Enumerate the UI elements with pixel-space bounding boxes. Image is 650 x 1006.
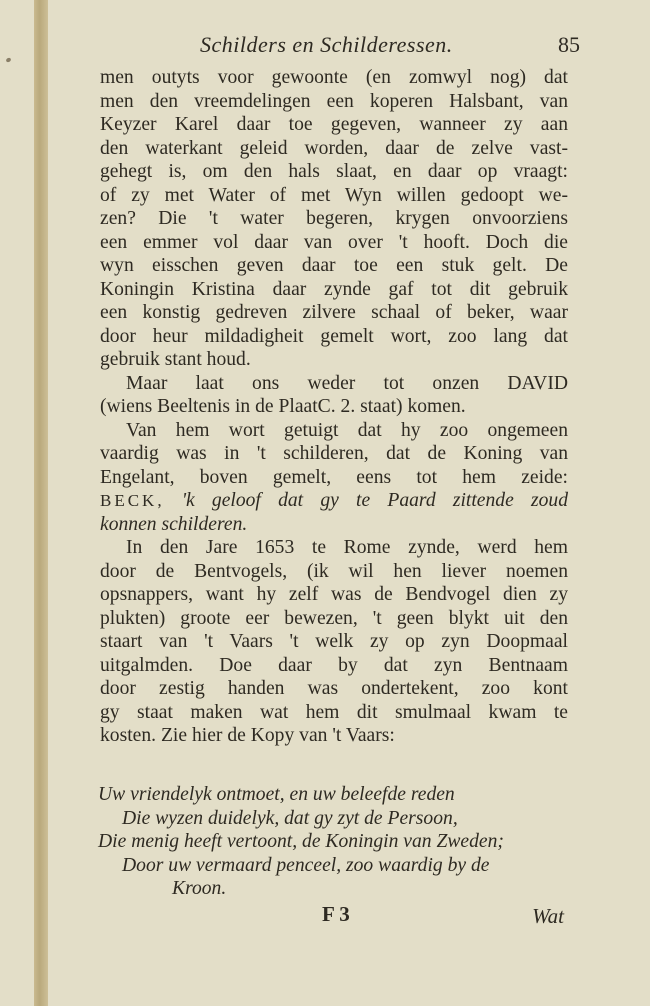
text-line: (wiens Beeltenis in de PlaatC. 2. staat) komen. <box>100 396 466 417</box>
paragraph-start-line: Maar laat ons weder tot onzen DAVID <box>126 372 568 394</box>
paragraph-start-line: In den Jare 1653 te Rome zynde, werd hem <box>126 537 568 558</box>
verse-block <box>98 783 568 901</box>
verse-line: Die menig heeft vertoont, de Koningin van Zweden; <box>98 831 504 852</box>
running-head <box>200 32 580 62</box>
text-line: opsnappers, want hy zelf was de Bendvogel dien zy <box>100 584 568 605</box>
beck-name: BECK, <box>100 491 165 510</box>
text-line: men outyts voor gewoonte (en zomwyl nog) dat <box>100 67 568 88</box>
beck-quote-end: konnen schilderen. <box>100 513 248 535</box>
catchword: Wat <box>532 904 564 928</box>
body-text <box>100 66 568 748</box>
text-line: men den vreemdelingen een koperen Halsbant, van <box>100 90 568 112</box>
running-head-title: Schilders en Schilderessen. <box>200 32 453 57</box>
text-line: vaardig was in 't schilderen, dat de Koning van <box>100 443 568 464</box>
text-line: staart van 't Vaars 't welk zy op zyn Doopmaal <box>100 631 568 652</box>
text-line: gehegt is, om den hals slaat, en daar op vraagt: <box>100 161 568 182</box>
text-line: door zestig handen was ondertekent, zoo kont <box>100 678 568 699</box>
page-footer <box>100 902 564 930</box>
verse-line: Uw vriendelyk ontmoet, en uw beleefde reden <box>98 784 455 805</box>
beck-quote: 'k geloof dat gy te Paard zittende zoud <box>181 490 568 511</box>
paper-speck <box>5 57 11 63</box>
text-line: Koningin Kristina daar zynde gaf tot dit gebruik <box>100 278 568 300</box>
verse-line: Door uw vermaard penceel, zoo waardig by de <box>122 854 490 876</box>
text-line: plukten) groote eer bewezen, 't geen blykt uit den <box>100 607 568 629</box>
verse-line: Kroon. <box>172 878 227 899</box>
text-line: gy staat maken wat hem dit smulmaal kwam te <box>100 701 568 723</box>
text-line: Keyzer Karel daar toe gegeven, wanneer zy aan <box>100 114 568 135</box>
text-line: gebruik stant houd. <box>100 349 251 370</box>
beck-quote-line <box>100 489 568 513</box>
page-binding-edge <box>34 0 48 1006</box>
text-line: door heur mildadigheit gemelt wort, zoo lang dat <box>100 325 568 347</box>
text-line: wyn eisschen geven daar toe een stuk gelt. De <box>100 255 568 276</box>
text-line: zen? Die 't water begeren, krygen onvoorziens <box>100 208 568 229</box>
text-line: door de Bentvogels, (ik wil hen liever noemen <box>100 560 568 582</box>
text-line: Engelant, boven gemelt, eens tot hem zeide: <box>100 466 568 488</box>
text-line: een konstig gedreven zilvere schaal of beker, waar <box>100 302 568 323</box>
text-line: uitgalmden. Doe daar by dat zyn Bentnaam <box>100 654 568 676</box>
page-number: 85 <box>558 32 580 57</box>
paragraph-start-line: Van hem wort getuigt dat hy zoo ongemeen <box>126 419 568 441</box>
text-line: den waterkant geleid worden, daar de zelve vast- <box>100 137 568 159</box>
text-line: een emmer vol daar van over 't hooft. Doch die <box>100 231 568 253</box>
signature-mark: F 3 <box>322 902 350 926</box>
verse-line: Die wyzen duidelyk, dat gy zyt de Persoon, <box>122 807 458 829</box>
text-line: kosten. Zie hier de Kopy van 't Vaars: <box>100 725 395 746</box>
text-line: of zy met Water of met Wyn willen gedoopt we- <box>100 184 568 206</box>
